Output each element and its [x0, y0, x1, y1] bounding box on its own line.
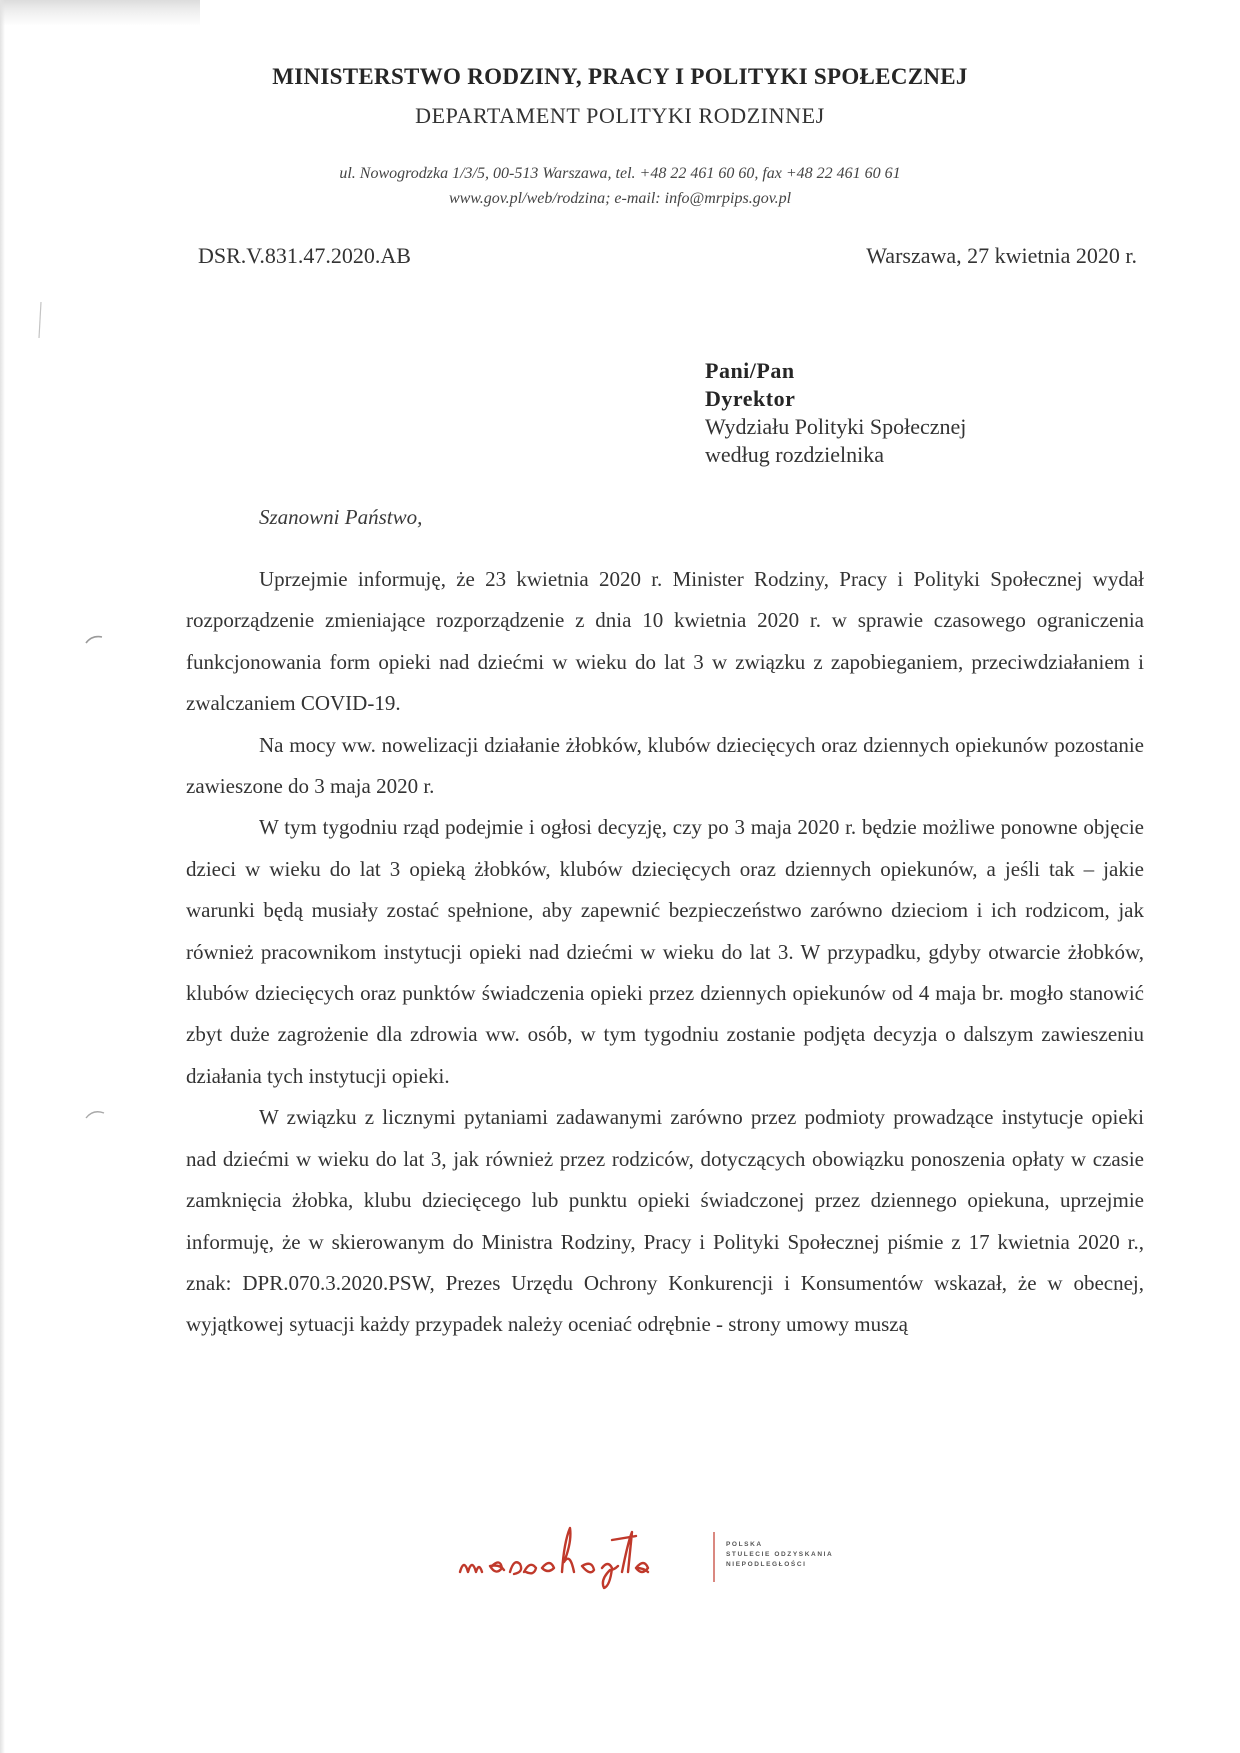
department-title: DEPARTAMENT POLITYKI RODZINNEJ [415, 103, 825, 128]
ministry-title: MINISTERSTWO RODZINY, PRACY I POLITYKI SPOŁECZNEJ [272, 64, 968, 89]
scan-shadow-corner [0, 0, 200, 26]
scan-mark [84, 1108, 106, 1120]
greeting: Szanowni Państwo, [259, 505, 423, 529]
scan-mark [84, 633, 104, 645]
reference-number: DSR.V.831.47.2020.AB [198, 243, 411, 268]
paragraph: W tym tygodniu rząd podejmie i ogłosi decyzję, czy po 3 maja 2020 r. będzie możliwe ponowne objęcie dzieci w wieku do lat 3 opieką żłobków, klubów dziecięcych oraz dziennych opiekunów, a jeśli tak – jakie warunki będą musiały zostać spełnione, aby zapewnić bezpieczeństwo zarówno dzieciom i ich rodzicom, jak również pracownikom instytucji opieki nad dziećmi w wieku do lat 3. W przypadku, gdyby otwarcie żłobków, klubów dziecięcych oraz punktów świadczenia opieki przez dziennych opiekunów od 4 maja br. mogło stanowić zbyt duże zagrożenie dla zdrowia ww. osób, w tym tygodniu zostanie podjęta decyzja o dalszym zawieszeniu działania tych instytucji opieki. [186, 815, 1144, 1088]
jubilee-caption [726, 1540, 876, 1570]
recipient-title: Dyrektor [705, 386, 796, 411]
paragraph: W związku z licznymi pytaniami zadawanymi zarówno przez podmioty prowadzące instytucje opieki nad dziećmi w wieku do lat 3, jak również przez rodziców, dotyczących obowiązku ponoszenia opłaty w czasie zamknięcia żłobka, klubu dziecięcego lub punktu opieki świadczonej przez dziennego opiekuna, uprzejmie informuję, że w skierowanym do Ministra Rodziny, Pracy i Polityki Społecznej piśmie z 17 kwietnia 2020 r., znak: DPR.070.3.2020.PSW, Prezes Urzędu Ochrony Konkurencji i Konsumentów wskazał, że w obecnej, wyjątkowej sytuacji każdy przypadek należy oceniać odrębnie - strony umowy muszą [186, 1105, 1144, 1337]
recipient-distribution: według rozdzielnika [705, 442, 884, 467]
scan-mark [36, 300, 44, 340]
recipient-salutation: Pani/Pan [705, 358, 795, 383]
place-date: Warszawa, 27 kwietnia 2020 r. [866, 243, 1137, 268]
niepodlegla-logo [452, 1520, 872, 1592]
recipient-unit: Wydziału Polityki Społecznej [705, 414, 967, 439]
recipient-block [705, 357, 966, 469]
letter-body [186, 559, 1144, 1346]
niepodlegla-script-logo [452, 1520, 722, 1592]
jubilee-line: POLSKA [726, 1541, 763, 1548]
jubilee-line: NIEPODLEGŁOŚCI [726, 1561, 807, 1568]
contact-line: www.gov.pl/web/rodzina; e-mail: info@mrpips.gov.pl [448, 190, 792, 207]
paragraph: Uprzejmie informuję, że 23 kwietnia 2020 r. Minister Rodziny, Pracy i Polityki Społecznej wydał rozporządzenie zmieniające rozporządzenie z dnia 10 kwietnia 2020 r. w sprawie czasowego ograniczenia funkcjonowania form opieki nad dziećmi w wieku do lat 3 w związku z zapobieganiem, przeciwdziałaniem i zwalczaniem COVID-19. [186, 567, 1144, 716]
paragraph: Na mocy ww. nowelizacji działanie żłobków, klubów dziecięcych oraz dziennych opiekunów pozostanie zawieszone do 3 maja 2020 r. [186, 732, 1144, 799]
address-line: ul. Nowogrodzka 1/3/5, 00-513 Warszawa, tel. +48 22 461 60 60, fax +48 22 461 60 61 [339, 165, 901, 182]
jubilee-line: STULECIE ODZYSKANIA [726, 1551, 834, 1558]
